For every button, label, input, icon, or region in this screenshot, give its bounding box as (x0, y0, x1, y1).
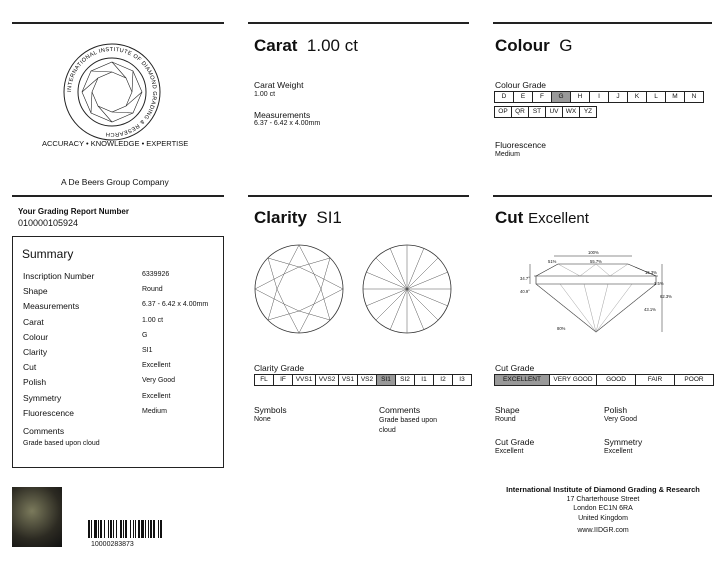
iidgr-logo (62, 42, 162, 142)
summary-label: Fluorescence (23, 407, 75, 418)
top-rule-col1 (12, 22, 224, 24)
prop-crown-h: 15.3% (645, 270, 657, 275)
colour-grade-cell: UV (545, 106, 563, 118)
cut-grade-cell: EXCELLENT (494, 374, 550, 386)
colour-grade-cell: H (570, 91, 590, 103)
summary-value: G (142, 331, 148, 339)
clarity-grade-cell: IF (273, 374, 293, 386)
prop-table: 100% (588, 250, 599, 255)
colour-grade-cell: ST (528, 106, 546, 118)
shape-value: Round (495, 416, 516, 423)
barcode-bar (113, 520, 114, 538)
cutgrade-label: Cut Grade (495, 437, 535, 447)
colour-grade-cell: QR (511, 106, 529, 118)
cut-heading-label: Cut (495, 208, 524, 227)
colour-heading-value: G (559, 36, 573, 55)
colour-heading-label: Colour (495, 36, 550, 55)
clarity-grade-cell: SI2 (395, 374, 415, 386)
prop-lower: 80% (557, 326, 566, 331)
colour-grade-cell: J (608, 91, 628, 103)
mid-rule-col2 (248, 195, 469, 197)
cut-grade-cell: GOOD (596, 374, 636, 386)
colour-grade-cell: M (665, 91, 685, 103)
prop-depth: 62.3% (660, 294, 672, 299)
symmetry-value: Excellent (604, 448, 633, 455)
clarity-grade-cell: FL (254, 374, 274, 386)
colour-scale-row2 (495, 106, 597, 118)
colour-grade-cell: I (589, 91, 609, 103)
barcode-bar (91, 520, 92, 538)
clarity-heading (254, 208, 342, 228)
summary-comments-value: Grade based upon cloud (23, 440, 100, 447)
logo-ring-text: INTERNATIONAL INSTITUTE OF DIAMOND GRADING & RESEARCH (66, 46, 158, 138)
clarity-heading-value: SI1 (316, 208, 342, 227)
colour-grade-cell: D (494, 91, 514, 103)
barcode-bar (116, 520, 117, 538)
cut-scale (495, 374, 714, 386)
summary-label: Measurements (23, 301, 80, 312)
polish-value: Very Good (604, 416, 638, 423)
barcode-bar (110, 520, 112, 538)
barcode-bar (150, 520, 152, 538)
barcode-bar (135, 520, 136, 538)
cut-heading (495, 208, 589, 228)
fluorescence-label: Fluorescence (495, 140, 547, 150)
clarity-grade-label: Clarity Grade (254, 363, 305, 373)
summary-label: Clarity (23, 347, 48, 357)
colour-grade-cell: OP (494, 106, 512, 118)
top-rule-col3 (493, 22, 712, 24)
clarity-comments-label: Comments (379, 405, 421, 415)
summary-label: Symmetry (23, 392, 62, 403)
clarity-plot-pavilion (361, 243, 453, 335)
cut-grade-cell: FAIR (635, 374, 675, 386)
barcode-bar (133, 520, 134, 538)
colour-heading (495, 36, 572, 56)
institute-block (494, 485, 712, 536)
prop-crown-angle: 34.7° (520, 276, 530, 281)
summary-label: Colour (23, 331, 49, 342)
clarity-plot-crown (253, 243, 345, 335)
prop-star: 51% (548, 259, 557, 264)
barcode-bar (98, 520, 99, 538)
carat-heading (254, 36, 358, 56)
company-name: A De Beers Group Company (61, 177, 169, 187)
barcode-bar (160, 520, 162, 538)
mid-rule-col3 (493, 195, 712, 197)
clarity-grade-cell: VS2 (357, 374, 377, 386)
prop-crown-w: 55.7% (590, 259, 602, 264)
prop-girdle: 3.5% (654, 281, 664, 286)
barcode-bar (100, 520, 102, 538)
institute-line3: United Kingdom (578, 514, 628, 522)
summary-value: SI1 (142, 347, 153, 354)
barcode-bar (88, 520, 90, 538)
barcode-bar (104, 520, 105, 538)
cut-grade-scale-label: Cut Grade (495, 363, 535, 373)
prop-pav-depth: 43.1% (644, 307, 656, 312)
colour-grade-cell: N (684, 91, 704, 103)
symbols-value: None (254, 416, 271, 423)
clarity-grade-cell: I2 (433, 374, 453, 386)
summary-value: Medium (142, 407, 167, 415)
diamond-photo (12, 487, 62, 547)
summary-value: 1.00 ct (142, 316, 164, 324)
barcode-bar (130, 520, 131, 538)
summary-label: Polish (23, 377, 47, 388)
barcode-bar (141, 520, 144, 538)
summary-label: Shape (23, 286, 48, 297)
colour-grade-cell: F (532, 91, 552, 103)
barcode-bar (120, 520, 122, 538)
colour-grade-cell: G (551, 91, 571, 103)
carat-weight-value: 1.00 ct (254, 91, 276, 98)
colour-grade-cell: L (646, 91, 666, 103)
institute-line2: London EC1N 6RA (573, 505, 633, 512)
barcode-bar (138, 520, 140, 538)
institute-web: www.IIDGR.com (577, 527, 629, 534)
colour-grade-label: Colour Grade (495, 80, 547, 90)
symbols-label: Symbols (254, 405, 287, 415)
carat-weight-label: Carat Weight (254, 80, 304, 90)
clarity-comments-value: Grade based upon cloud (379, 417, 437, 434)
barcode-bar (145, 520, 146, 538)
report-number-label: Your Grading Report Number (18, 207, 129, 216)
clarity-grade-cell: I3 (452, 374, 472, 386)
clarity-grade-cell: I1 (414, 374, 434, 386)
clarity-grade-cell: VS1 (338, 374, 358, 386)
cut-grade-cell: POOR (674, 374, 714, 386)
summary-label: Cut (23, 362, 37, 373)
summary-value: Excellent (142, 392, 171, 400)
shape-label: Shape (495, 405, 520, 415)
colour-grade-cell: WX (562, 106, 580, 118)
clarity-heading-label: Clarity (254, 208, 307, 227)
svg-text:INTERNATIONAL INSTITUTE OF DIA (67, 47, 157, 137)
proportions-diagram (520, 250, 670, 336)
top-rule-col2 (248, 22, 469, 24)
clarity-scale (255, 374, 472, 386)
carat-heading-value: 1.00 ct (306, 36, 358, 55)
colour-grade-cell: E (513, 91, 533, 103)
barcode-bar (108, 520, 109, 538)
carat-meas-label: Measurements (254, 110, 311, 120)
barcode-number: 10000283873 (91, 541, 134, 548)
mid-rule-col1 (12, 195, 224, 197)
barcode-bar (158, 520, 159, 538)
summary-label: Carat (23, 316, 44, 327)
barcode-bar (153, 520, 155, 538)
symmetry-label: Symmetry (604, 437, 643, 447)
barcode (88, 520, 200, 538)
institute-line1: 17 Charterhouse Street (566, 495, 640, 503)
cut-grade-cell: VERY GOOD (549, 374, 597, 386)
barcode-bar (148, 520, 149, 538)
institute-name: International Institute of Diamond Grading & Research (506, 485, 700, 494)
tagline: ACCURACY • KNOWLEDGE • EXPERTISE (42, 139, 189, 148)
polish-label: Polish (604, 405, 628, 415)
clarity-grade-cell: SI1 (376, 374, 396, 386)
summary-title: Summary (22, 247, 74, 261)
summary-value: 6339926 (142, 271, 170, 278)
prop-pav-angle: 40.9° (520, 289, 530, 294)
barcode-bar (94, 520, 97, 538)
clarity-grade-cell: VVS2 (315, 374, 339, 386)
summary-value: Very Good (142, 377, 176, 385)
carat-heading-label: Carat (254, 36, 298, 55)
colour-grade-cell: K (627, 91, 647, 103)
summary-value: Excellent (142, 362, 171, 370)
summary-label: Inscription Number (23, 271, 95, 281)
summary-value: 6.37 - 6.42 x 4.00mm (142, 301, 209, 309)
fluorescence-value: Medium (495, 151, 520, 158)
report-number: 010000105924 (18, 218, 79, 228)
cutgrade-value: Excellent (495, 448, 524, 455)
summary-value: Round (142, 286, 163, 294)
cut-heading-value: Excellent (528, 210, 589, 227)
barcode-bar (125, 520, 127, 538)
colour-grade-cell: YZ (579, 106, 597, 118)
barcode-bar (123, 520, 124, 538)
colour-scale-row1 (495, 91, 704, 103)
summary-comments-label: Comments (23, 426, 65, 436)
clarity-grade-cell: VVS1 (292, 374, 316, 386)
carat-meas-value: 6.37 - 6.42 x 4.00mm (254, 120, 321, 127)
